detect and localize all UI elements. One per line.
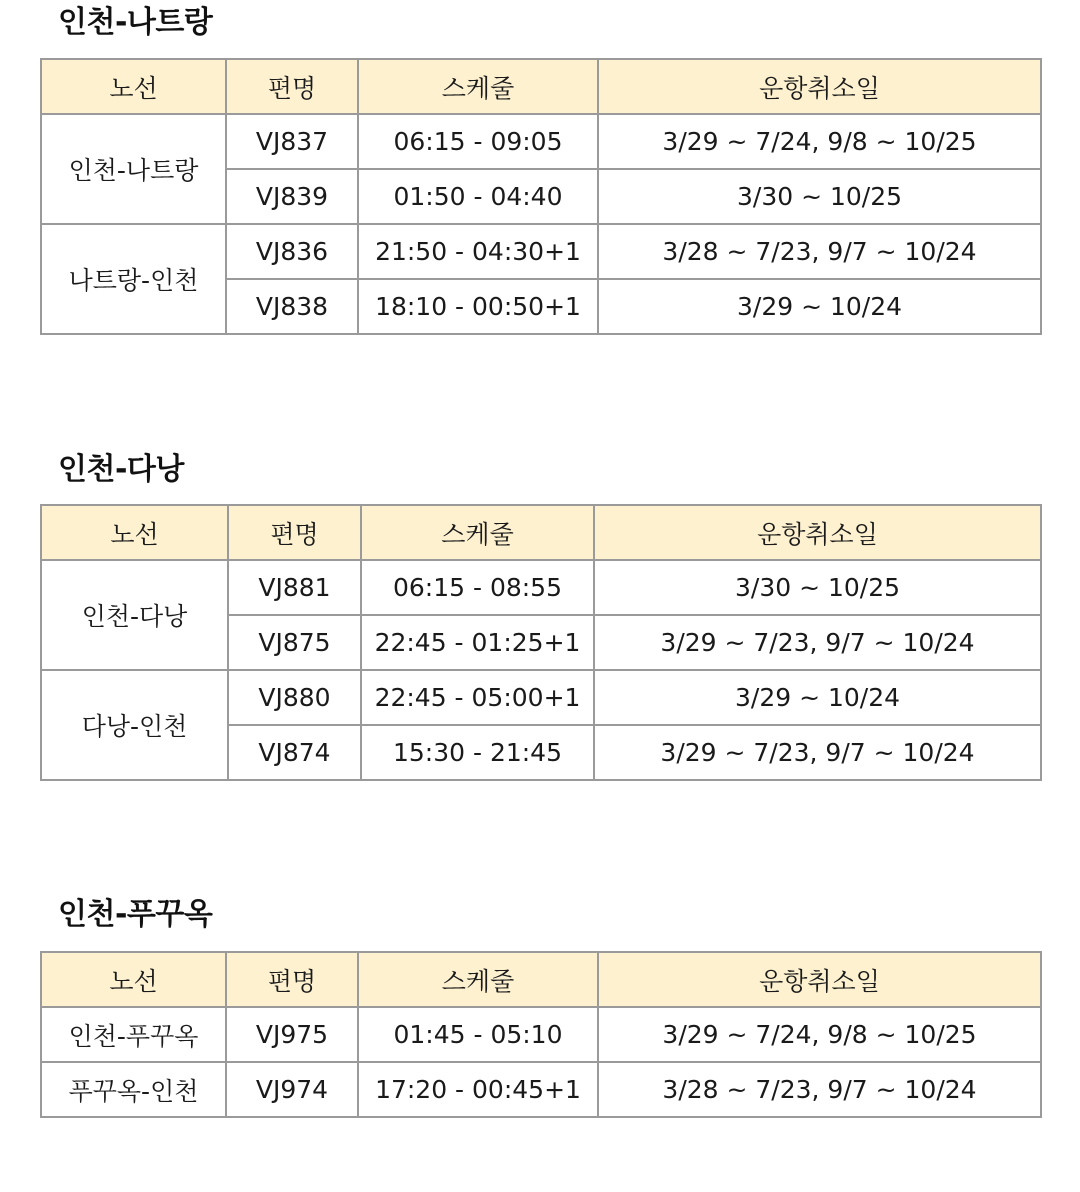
column-header-flight: 편명 — [226, 59, 358, 114]
schedule-cell: 21:50 - 04:30+1 — [358, 224, 598, 279]
cancel-dates-cell: 3/28 ~ 7/23, 9/7 ~ 10/24 — [598, 224, 1041, 279]
schedule-cell: 22:45 - 01:25+1 — [361, 615, 594, 670]
table-row — [41, 114, 1041, 169]
cancel-dates-cell: 3/29 ~ 10/24 — [594, 670, 1041, 725]
schedule-table — [40, 504, 1042, 781]
route-cell: 인천-다낭 — [41, 560, 228, 670]
table-row — [41, 1062, 1041, 1117]
table-header-row — [41, 505, 1041, 560]
column-header-flight: 편명 — [228, 505, 361, 560]
table-row — [41, 670, 1041, 725]
flight-cell: VJ974 — [226, 1062, 358, 1117]
cancel-dates-cell: 3/29 ~ 10/24 — [598, 279, 1041, 334]
schedule-cell: 17:20 - 00:45+1 — [358, 1062, 598, 1117]
table-header-row — [41, 59, 1041, 114]
schedule-table — [40, 951, 1042, 1118]
cancel-dates-cell: 3/29 ~ 7/24, 9/8 ~ 10/25 — [598, 114, 1041, 169]
route-cell: 나트랑-인천 — [41, 224, 226, 334]
route-cell: 푸꾸옥-인천 — [41, 1062, 226, 1117]
column-header-schedule: 스케줄 — [358, 952, 598, 1007]
schedule-cell: 06:15 - 08:55 — [361, 560, 594, 615]
cancel-dates-cell: 3/28 ~ 7/23, 9/7 ~ 10/24 — [598, 1062, 1041, 1117]
column-header-route: 노선 — [41, 505, 228, 560]
cancel-dates-cell: 3/30 ~ 10/25 — [594, 560, 1041, 615]
column-header-cancel-dates: 운항취소일 — [594, 505, 1041, 560]
route-cell: 인천-푸꾸옥 — [41, 1007, 226, 1062]
column-header-schedule: 스케줄 — [361, 505, 594, 560]
table-header-row — [41, 952, 1041, 1007]
section-title: 인천-나트랑 — [58, 5, 213, 40]
schedule-cell: 22:45 - 05:00+1 — [361, 670, 594, 725]
column-header-flight: 편명 — [226, 952, 358, 1007]
cancel-dates-cell: 3/29 ~ 7/23, 9/7 ~ 10/24 — [594, 615, 1041, 670]
column-header-schedule: 스케줄 — [358, 59, 598, 114]
flight-cell: VJ975 — [226, 1007, 358, 1062]
schedule-cell: 18:10 - 00:50+1 — [358, 279, 598, 334]
flight-cell: VJ838 — [226, 279, 358, 334]
schedule-cell: 01:45 - 05:10 — [358, 1007, 598, 1062]
schedule-cell: 15:30 - 21:45 — [361, 725, 594, 780]
flight-cell: VJ839 — [226, 169, 358, 224]
cancel-dates-cell: 3/29 ~ 7/24, 9/8 ~ 10/25 — [598, 1007, 1041, 1062]
flight-cell: VJ880 — [228, 670, 361, 725]
cancel-dates-cell: 3/29 ~ 7/23, 9/7 ~ 10/24 — [594, 725, 1041, 780]
column-header-cancel-dates: 운항취소일 — [598, 59, 1041, 114]
column-header-route: 노선 — [41, 59, 226, 114]
flight-cell: VJ837 — [226, 114, 358, 169]
schedule-cell: 01:50 - 04:40 — [358, 169, 598, 224]
column-header-cancel-dates: 운항취소일 — [598, 952, 1041, 1007]
flight-cell: VJ836 — [226, 224, 358, 279]
route-cell: 다낭-인천 — [41, 670, 228, 780]
section-title: 인천-다낭 — [58, 452, 184, 487]
column-header-route: 노선 — [41, 952, 226, 1007]
section-title: 인천-푸꾸옥 — [58, 897, 213, 932]
table-row — [41, 224, 1041, 279]
flight-cell: VJ881 — [228, 560, 361, 615]
flight-cell: VJ875 — [228, 615, 361, 670]
flight-cell: VJ874 — [228, 725, 361, 780]
schedule-table — [40, 58, 1042, 335]
table-row — [41, 560, 1041, 615]
schedule-cell: 06:15 - 09:05 — [358, 114, 598, 169]
route-cell: 인천-나트랑 — [41, 114, 226, 224]
cancel-dates-cell: 3/30 ~ 10/25 — [598, 169, 1041, 224]
table-row — [41, 1007, 1041, 1062]
